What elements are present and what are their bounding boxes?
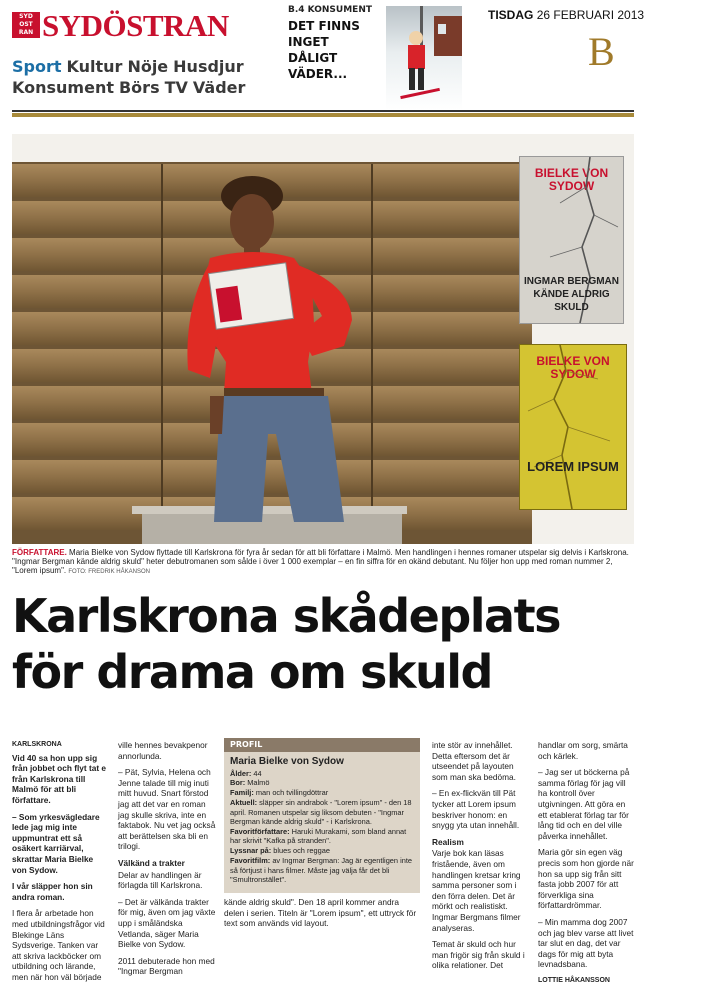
profile-tag: PROFIL bbox=[224, 738, 420, 752]
article-column-3 bbox=[224, 897, 420, 935]
teaser-label: B.4 KONSUMENT bbox=[288, 5, 372, 15]
lead-quote: – Som yrkesvägledare lede jag mig inte uppmuntrat ett så osäkert karriärval, skrattar Maria Bielke von Sydow. bbox=[12, 811, 100, 875]
byline: LOTTIE HÅKANSSON bbox=[538, 976, 610, 984]
book-cover-ingmar-bergman[interactable] bbox=[519, 156, 624, 324]
profile-row: Bor: Malmö bbox=[230, 778, 270, 788]
logo-badge[interactable]: SYD OST RAN bbox=[12, 12, 40, 38]
nav-noje[interactable]: Nöje bbox=[127, 57, 169, 76]
nav-tv[interactable]: TV bbox=[164, 78, 188, 97]
body-paragraph: Temat är skuld och hur man frigör sig från skuld i olika relationer. Det bbox=[432, 939, 525, 971]
masthead-gold-rule bbox=[12, 113, 634, 117]
article-column-1 bbox=[12, 740, 108, 988]
profile-row: Lyssnar på: blues och reggae bbox=[230, 846, 330, 856]
body-paragraph: – En ex-flickvän till Pät tycker att Lorem ipsum beskriver honom: en snygg yta utan innehåll. bbox=[432, 788, 520, 831]
book2-title: LOREM IPSUM bbox=[527, 459, 619, 474]
lead-paragraph: Vid 40 sa hon upp sig från jobbet och flyt tat e från Karlskrona till Malmö för att bli författare. bbox=[12, 752, 107, 805]
body-paragraph: Delar av handlingen är förlagda till Karlskrona. bbox=[118, 869, 203, 891]
profile-row: Aktuell: släpper sin andrabok - "Lorem ipsum" - den 18 april. Romanen utspelar sig liksom debuten - "Ingmar Bergman kände aldrig skuld" - i Karlskrona. bbox=[230, 798, 412, 827]
book2-author: BIELKE VON SYDOW bbox=[536, 354, 610, 381]
book1-title: INGMAR BERGMAN KÄNDE ALDRIG SKULD bbox=[524, 276, 619, 313]
body-paragraph: ville hennes bevakpenor annorlunda. bbox=[118, 740, 208, 761]
body-paragraph: – Pät, Sylvia, Helena och Jenne talade till mig inuti mitt huvud. Snart förstod jag att det var en roman jag skulle skriva, inte en faktabok. Nu vet jag också att berättelsen ska bli en trilogi. bbox=[118, 767, 216, 852]
subheading: Välkänd a trakter bbox=[118, 857, 185, 868]
body-paragraph: – Det är välkända trakter för mig, även om jag växte upp i småländska Vetlanda, säger Maria Bielke von Sydow. bbox=[118, 896, 216, 950]
nav-konsument[interactable]: Konsument bbox=[12, 78, 114, 97]
profile-row: Familj: man och tvillingdöttrar bbox=[230, 788, 329, 798]
lead-next: I vår släpper hon sin andra roman. bbox=[12, 881, 93, 902]
nav-husdjur[interactable]: Husdjur bbox=[173, 57, 244, 76]
teaser-photo[interactable] bbox=[386, 6, 462, 110]
article-column-4 bbox=[432, 740, 530, 977]
newspaper-logo[interactable]: SYDÖSTRAN bbox=[42, 8, 229, 43]
teaser-headline[interactable]: DET FINNS INGET DÅLIGT VÄDER... bbox=[288, 19, 360, 81]
masthead-rule bbox=[12, 110, 634, 112]
nav-bors[interactable]: Börs bbox=[118, 78, 160, 97]
body-paragraph: I flera år arbetade hon med utbildningsfrågor vid Blekinge Läns Sydsverige. Tanken var att skriva lackböcker om utbildning och lärande, men när hon väl började bbox=[12, 908, 105, 982]
profile-name: Maria Bielke von Sydow bbox=[230, 756, 344, 767]
nav-vader[interactable]: Väder bbox=[192, 78, 246, 97]
section-nav bbox=[12, 56, 277, 98]
body-paragraph: inte stör av innehållet. Detta eftersom det är utseendet på layouten som man ska bedöma. bbox=[432, 740, 516, 782]
section-letter: B bbox=[588, 29, 615, 74]
body-paragraph: Varje bok kan läsas fristående, även om handlingen kretsar kring samma personer som i den förra delen. Det är mörkt och realistiskt. Ingmar Bergmans filmer analyseras. bbox=[432, 848, 521, 933]
profile-row: Ålder: 44 bbox=[230, 768, 262, 778]
body-paragraph: – Jag ser ut böckerna på samma förlag för jag vill ha kontroll över utgivningen. Att göra en ett etablerat förlag tar för lång tid och en del ville påverka innehållet. bbox=[538, 767, 630, 841]
body-paragraph: 2011 debuterade hon med "Ingmar Bergman bbox=[118, 955, 215, 977]
profile-row: Favoritförfattare: Haruki Murakami, som bland annat har skrivit "Kafka på stranden". bbox=[230, 826, 407, 846]
article-column-5 bbox=[538, 740, 634, 992]
nav-kultur[interactable]: Kultur bbox=[66, 57, 123, 76]
headline[interactable]: Karlskrona skådeplats för drama om skuld bbox=[12, 589, 560, 699]
body-paragraph: handlar om sorg, smärta och kärlek. bbox=[538, 740, 628, 761]
dateline: KARLSKRONA bbox=[12, 741, 62, 748]
photo-caption bbox=[12, 548, 634, 577]
profile-box bbox=[224, 738, 420, 893]
photo-credit: FOTO: FREDRIK HÅKANSON bbox=[68, 569, 150, 575]
book-cover-lorem-ipsum[interactable] bbox=[519, 344, 627, 510]
book1-author: BIELKE VON SYDOW bbox=[534, 166, 609, 193]
body-paragraph: Maria gör sin egen väg precis som hon gjorde när hon sa upp sig från sitt fasta jobb 2007 för att förverkliga sina författardrömmar. bbox=[538, 847, 634, 911]
issue-date: TISDAG 26 FEBRUARI 2013 bbox=[488, 8, 645, 22]
profile-body bbox=[230, 756, 416, 885]
article-column-2 bbox=[118, 740, 216, 983]
body-paragraph: – Min mamma dog 2007 och jag blev varse att livet tar slut en dag, det var dags för mig att byta levnadsbana. bbox=[538, 916, 634, 970]
profile-row: Favoritfilm: av Ingmar Bergman: Jag är egentligen inte så förtjust i hans filmer. Måste jag välja får det bli "Smultronstället". bbox=[230, 856, 412, 884]
caption-text: Maria Bielke von Sydow flyttade till Karlskrona för fyra år sedan för att bli författare i Malmö. Men handlingen i hennes romaner utspelar sig delvis i Karlskrona. "Ingmar Bergman kände aldrig skuld" heter debutromanen som sålde i över 1 000 exemplar – en fin siffra för en okänd debutant. Nu följer hon upp med roman nummer 2, "Lorem ipsum". bbox=[12, 548, 629, 575]
subheading: Realism bbox=[432, 836, 464, 847]
nav-sport[interactable]: Sport bbox=[12, 57, 62, 76]
caption-label: FÖRFATTARE. bbox=[12, 548, 67, 557]
body-paragraph: kände aldrig skuld". Den 18 april kommer andra delen i serien. Titeln är "Lorem ipsum", ett uttryck för text som används vid layout. bbox=[224, 897, 417, 929]
